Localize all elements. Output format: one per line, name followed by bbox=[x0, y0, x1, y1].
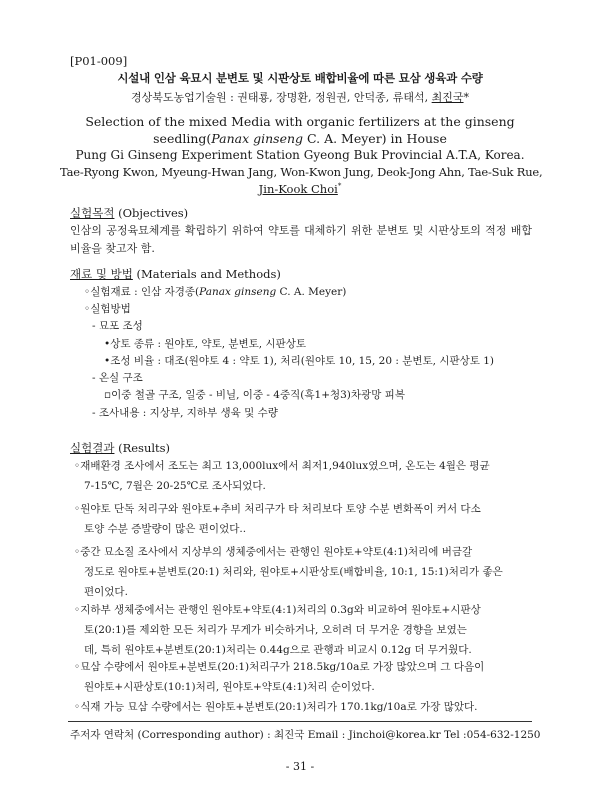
results-heading-en: (Results) bbox=[114, 441, 171, 455]
page-number: - 31 - bbox=[285, 760, 315, 773]
result-2-line1: ◦원야토 단독 처리구와 원야토+추비 처리구가 타 처리보다 토양 수분 변화폭이 커서 다소 bbox=[74, 503, 481, 515]
methods-method: ◦실험방법 bbox=[84, 303, 131, 315]
methods-sub1: - 묘포 조성 bbox=[92, 320, 143, 332]
result-item-5 bbox=[74, 657, 532, 697]
methods-sub3: - 조사내용 : 지상부, 지하부 생육 및 수량 bbox=[92, 407, 278, 419]
english-title-post: C. A. Meyer) in House bbox=[303, 131, 447, 146]
english-corresponding bbox=[60, 182, 540, 196]
methods-material-species: Panax ginseng bbox=[199, 286, 277, 298]
korean-corresponding-author: 최진국 bbox=[431, 91, 464, 104]
result-3-line2: 정도로 원야토+분변토(20:1) 처리와, 원야토+시판상토(배합비율, 10:1, 15:1)처리가 좋은 bbox=[84, 566, 503, 578]
result-6-line1: ◦식재 가능 묘삼 수량에서는 원야토+분변토(20:1)처리가 170.1kg/10a로 가장 많았다. bbox=[74, 701, 478, 713]
result-1-line1: ◦재배환경 조사에서 조도는 최고 13,000lux에서 최저1,940lux였으며, 온도는 4월은 평균 bbox=[74, 460, 490, 472]
objectives-heading-en: (Objectives) bbox=[114, 206, 189, 220]
korean-title: 시설내 인삼 육묘시 분변토 및 시판상토 배합비율에 따른 묘삼 생육과 수량 bbox=[117, 71, 483, 85]
methods-sub1a: •상토 종류 : 원야토, 약토, 분변토, 시판상토 bbox=[104, 338, 307, 350]
result-3-line3: 편이었다. bbox=[84, 586, 128, 598]
result-item-2 bbox=[74, 499, 532, 539]
abstract-code: [P01-009] bbox=[70, 54, 128, 68]
english-corresponding-author: Jin-Kook Choi bbox=[258, 182, 338, 196]
methods-sub2: - 온실 구조 bbox=[92, 372, 143, 384]
objectives-heading bbox=[70, 205, 188, 221]
english-author-star: * bbox=[337, 182, 342, 191]
methods-material-pre: ◦실험재료 : 인삼 자경종( bbox=[84, 286, 200, 298]
methods-material bbox=[84, 284, 346, 299]
result-5-line2: 원야토+시판상토(10:1)처리, 원야토+약토(4:1)처리 순이었다. bbox=[84, 681, 375, 693]
english-title-line2 bbox=[60, 131, 540, 146]
korean-authors bbox=[60, 89, 540, 105]
result-5-line1: ◦묘삼 수량에서 원야토+분변토(20:1)처리구가 218.5kg/10a로 가장 많았으며 그 다음이 bbox=[74, 661, 485, 673]
korean-author-star: * bbox=[463, 91, 470, 104]
corresponding-contact: 주저자 연락처 (Corresponding author) : 최진국 Email : Jinchoi@korea.kr Tel :054-632-1250 bbox=[70, 729, 541, 741]
result-3-line1: ◦중간 묘소질 조사에서 지상부의 생체중에서는 관행인 원야토+약토(4:1)처리에 버금갈 bbox=[74, 546, 473, 558]
result-1-line2: 7-15℃, 7월은 20-25℃로 조사되었다. bbox=[84, 480, 266, 492]
english-authors: Tae-Ryong Kwon, Myeung-Hwan Jang, Won-Kwon Jung, Deok-Jong Ahn, Tae-Suk Rue, bbox=[60, 165, 543, 179]
objectives-text: 인삼의 공정육묘체계를 확립하기 위하여 약토를 대체하기 위한 분변토 및 시판상토의 적정 배합비율을 찾고자 함. bbox=[70, 224, 532, 255]
english-title-line1: Selection of the mixed Media with organic fertilizers at the ginseng bbox=[85, 114, 515, 129]
methods-heading bbox=[70, 266, 281, 282]
methods-sub2a: ▫이중 철골 구조, 일중 - 비닐, 이중 - 4중직(흑1+청3)차광망 피복 bbox=[104, 389, 405, 401]
methods-heading-en: (Materials and Methods) bbox=[132, 267, 281, 281]
result-item-3 bbox=[74, 542, 532, 602]
result-4-line2: 토(20:1)를 제외한 모든 처리가 무게가 비슷하거나, 오히려 더 무거운 경향을 보였는 bbox=[84, 624, 467, 636]
english-title-pre: seedling( bbox=[153, 131, 212, 146]
korean-authors-list: 경상북도농업기술원 : 권태룡, 장명환, 정원권, 안덕종, 류태석, bbox=[130, 91, 432, 104]
result-item-4 bbox=[74, 600, 532, 660]
result-2-line2: 토양 수분 증발량이 많은 편이었다.. bbox=[84, 523, 247, 535]
footer-divider bbox=[68, 721, 532, 722]
english-affiliation: Pung Gi Ginseng Experiment Station Gyeong Buk Provincial A.T.A, Korea. bbox=[75, 148, 525, 162]
result-item-1 bbox=[74, 456, 532, 496]
methods-material-post: C. A. Meyer) bbox=[276, 286, 347, 298]
methods-sub1b: •조성 비율 : 대조(원야토 4 : 약토 1), 처리(원야토 10, 15, 20 : 분변토, 시판상토 1) bbox=[104, 355, 495, 367]
results-heading-ko: 실험결과 bbox=[70, 441, 115, 455]
objectives-heading-ko: 실험목적 bbox=[70, 206, 115, 220]
result-4-line3: 데, 특히 원야토+분변토(20:1)처리는 0.44g으로 관행과 비교시 0.12g 더 무거웠다. bbox=[84, 644, 472, 656]
result-4-line1: ◦지하부 생체중에서는 관행인 원야토+약토(4:1)처리의 0.3g와 비교하여 원야토+시판상 bbox=[74, 604, 481, 616]
english-title-species: Panax ginseng bbox=[211, 131, 304, 146]
result-item-6 bbox=[74, 697, 532, 717]
methods-heading-ko: 재료 및 방법 bbox=[70, 267, 133, 281]
results-heading bbox=[70, 440, 170, 456]
